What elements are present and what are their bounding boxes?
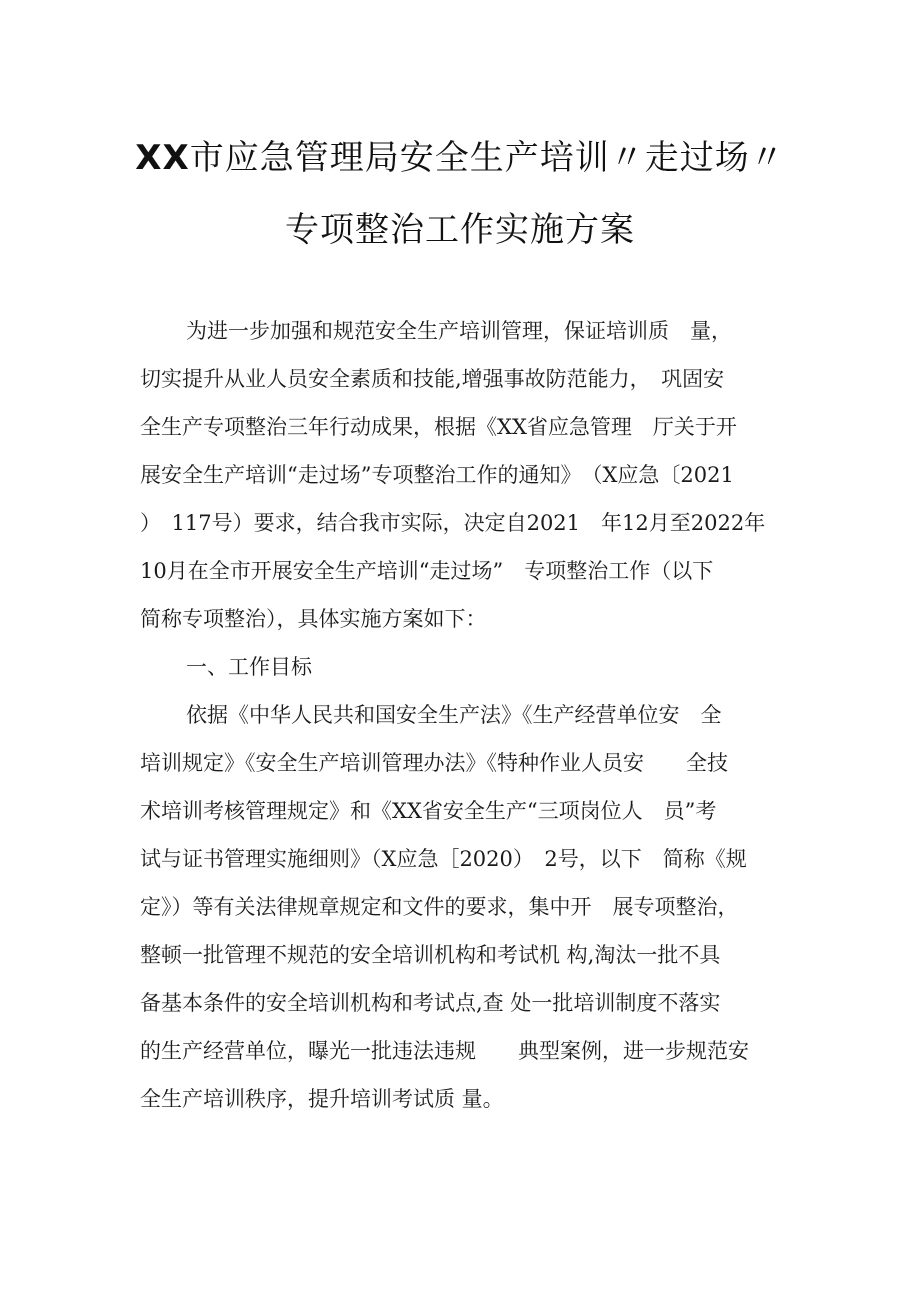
document-title-line-1 <box>0 130 920 179</box>
section-heading-text: 一、工作目标 <box>186 655 312 679</box>
section-heading-goals <box>140 643 790 691</box>
paragraph-line: 定》）等有关法律规章规定和文件的要求，集中开 展专项整治， <box>140 895 739 919</box>
title-line-1-text: 市应急管理局安全生产培训〃走过场〃 <box>189 138 785 178</box>
paragraph-line: 简称专项整治），具体实施方案如下： <box>140 607 487 631</box>
paragraph-line: 培训规定》《安全生产培训管理办法》《特种作业人员安 全技 <box>140 751 728 775</box>
paragraph-line: 依据《中华人民共和国安全生产法》《生产经营单位安 全 <box>186 703 722 727</box>
document-title-line-2: 专项整治工作实施方案 <box>285 210 635 250</box>
title-city-placeholder: XX <box>135 138 190 178</box>
document-body <box>140 307 790 1123</box>
paragraph-line: 试与证书管理实施细则》（X应急［2020） 2号，以下 简称《规 <box>140 847 747 871</box>
paragraph-line: 的生产经营单位，曝光一批违法违规 典型案例，进一步规范安 <box>140 1039 749 1063</box>
paragraph-line: 10月在全市开展安全生产培训“走过场” 专项整治工作（以下 <box>140 559 714 583</box>
intro-paragraph <box>140 307 790 643</box>
paragraph-line: 展安全生产培训“走过场”专项整治工作的通知》 （X应急〔2021 <box>140 463 734 487</box>
paragraph-line: 全生产培训秩序，提升培训考试质 量。 <box>140 1087 504 1111</box>
paragraph-line: ） 117号）要求，结合我市实际，决定自2021 年12月至2022年 <box>140 511 766 535</box>
paragraph-line: 为进一步加强和规范安全生产培训管理，保证培训质 量， <box>186 319 732 343</box>
paragraph-line: 全生产专项整治三年行动成果，根据《XX省应急管理 厅关于开 <box>140 415 737 439</box>
paragraph-line: 备基本条件的安全培训机构和考试点,查 处一批培训制度不落实 <box>140 991 721 1015</box>
paragraph-line: 术培训考核管理规定》和《XX省安全生产“三项岗位人 员”考 <box>140 799 717 823</box>
paragraph-line: 切实提升从业人员安全素质和技能,增强事故防范能力， 巩固安 <box>140 367 725 391</box>
paragraph-line: 整顿一批管理不规范的安全培训机构和考试机 构,淘汰一批不具 <box>140 943 721 967</box>
goal-paragraph <box>140 691 790 1123</box>
